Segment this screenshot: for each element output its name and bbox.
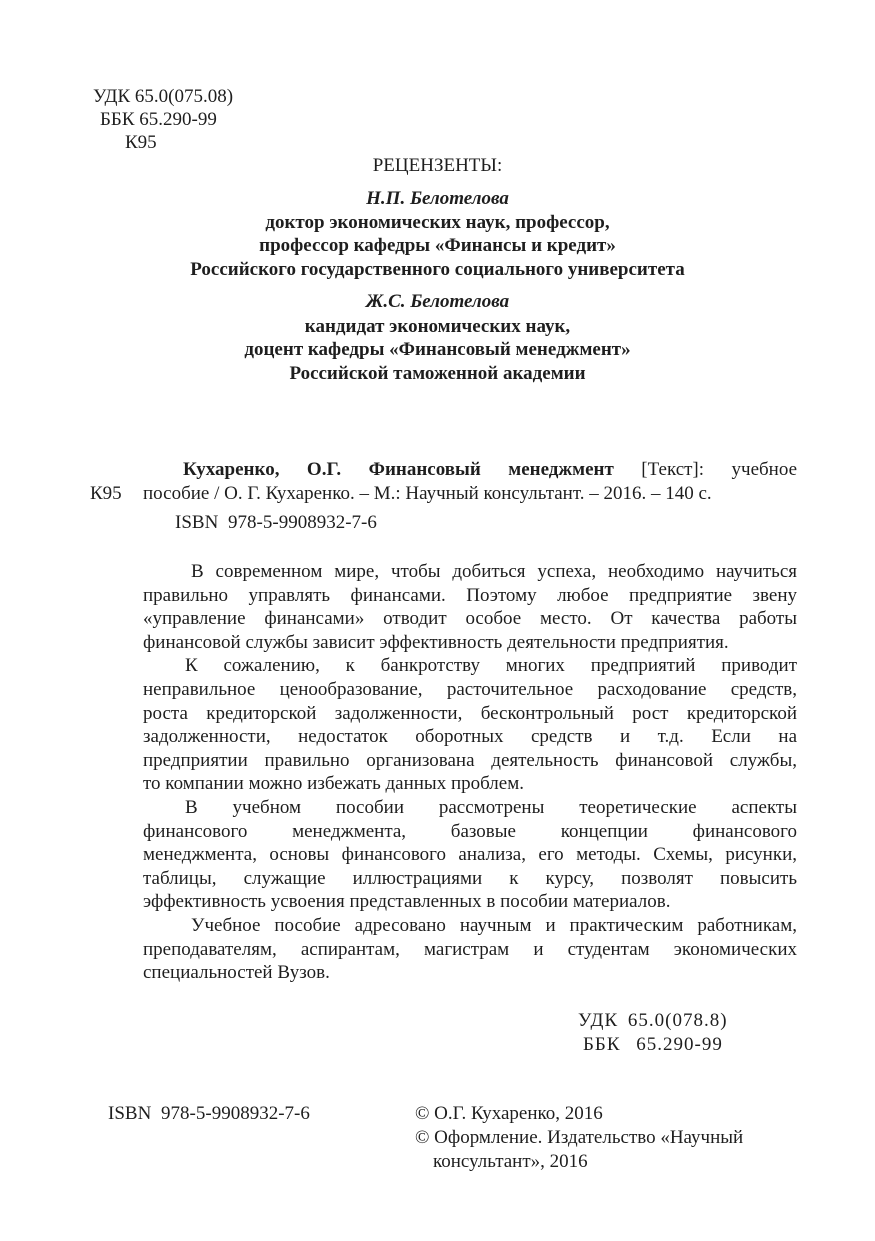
text-line: К сожалению, к банкротству многих предприятий приводит xyxy=(185,655,797,677)
bbk-code-top: ББК 65.290-99 xyxy=(100,109,217,130)
reviewer-detail: доктор экономических наук, профессор, xyxy=(265,212,610,233)
text-line: финансового менеджмента, базовые концепции финансового xyxy=(143,820,797,842)
reviewer-detail: Российской таможенной академии xyxy=(289,363,586,384)
text-line: правильно управлять финансами. Поэтому любое предприятие звену xyxy=(143,584,797,606)
reviewer-name: Н.П. Белотелова xyxy=(366,188,509,209)
reviewer-name: Ж.С. Белотелова xyxy=(365,291,510,312)
text-line: эффективность усвоения представленных в пособии материалов. xyxy=(143,891,671,913)
udk-code-bottom: УДК 65.0(078.8) xyxy=(578,1010,728,1031)
text-line: Учебное пособие адресовано научным и практическим работникам, xyxy=(191,914,797,936)
udk-code-top: УДК 65.0(075.08) xyxy=(93,86,234,107)
isbn-record: ISBN 978-5-9908932-7-6 xyxy=(175,512,377,533)
bibliographic-type: [Текст]: учебное xyxy=(641,459,798,480)
reviewer-detail: доцент кафедры «Финансовый менеджмент» xyxy=(244,339,631,360)
annotation-paragraph xyxy=(143,796,797,914)
text-line: «управление финансами» отводит особое место. От качества работы xyxy=(143,608,797,630)
bibliographic-line-1 xyxy=(143,458,797,482)
text-line: то компании можно избежать данных проблем. xyxy=(143,773,524,795)
annotation-paragraph xyxy=(143,914,797,985)
reviewer-detail: Российского государственного социального университета xyxy=(190,259,685,280)
annotation-paragraph xyxy=(143,654,797,796)
bbk-code-bottom: ББК 65.290-99 xyxy=(583,1034,723,1055)
text-line: В современном мире, чтобы добиться успеха, необходимо научиться xyxy=(191,561,797,582)
reviewer-detail: профессор кафедры «Финансы и кредит» xyxy=(259,235,616,256)
text-line: В учебном пособии рассмотрены теоретические аспекты xyxy=(185,796,797,818)
text-line: преподавателям, аспирантам, магистрам и студентам экономических xyxy=(143,938,797,960)
isbn-imprint: ISBN 978-5-9908932-7-6 xyxy=(108,1103,310,1124)
author-sign-top: К95 xyxy=(125,132,157,153)
text-line: роста кредиторской задолженности, бесконтрольный рост кредиторской xyxy=(143,702,797,724)
copyright-publisher-cont: консультант», 2016 xyxy=(433,1151,588,1172)
text-line: менеджмента, основы финансового анализа, его методы. Схемы, рисунки, xyxy=(143,844,797,866)
text-line: предприятии правильно организована деятельность финансовой службы, xyxy=(143,749,797,771)
text-line: специальностей Вузов. xyxy=(143,962,330,984)
annotation-paragraph xyxy=(143,560,797,654)
text-line: задолженности, недостаток оборотных средств и т.д. Если на xyxy=(143,726,797,748)
copyright-publisher: © Оформление. Издательство «Научный xyxy=(415,1127,744,1148)
bibliographic-author-title: Кухаренко, О.Г. Финансовый менеджмент xyxy=(183,459,614,480)
reviewers-heading: РЕЦЕНЗЕНТЫ: xyxy=(372,155,503,176)
author-sign-record: К95 xyxy=(90,483,122,504)
text-line: финансовой службы зависит эффективность деятельности предприятия. xyxy=(143,631,729,653)
copyright-author: © О.Г. Кухаренко, 2016 xyxy=(415,1103,603,1124)
reviewer-detail: кандидат экономических наук, xyxy=(304,316,571,337)
bibliographic-line-2: пособие / О. Г. Кухаренко. – М.: Научный консультант. – 2016. – 140 с. xyxy=(143,483,712,504)
annotation-text xyxy=(143,560,797,985)
text-line: таблицы, служащие иллюстрациями к курсу, позволят повысить xyxy=(143,867,797,889)
text-line: неправильное ценообразование, расточительное расходование средств, xyxy=(143,678,797,700)
